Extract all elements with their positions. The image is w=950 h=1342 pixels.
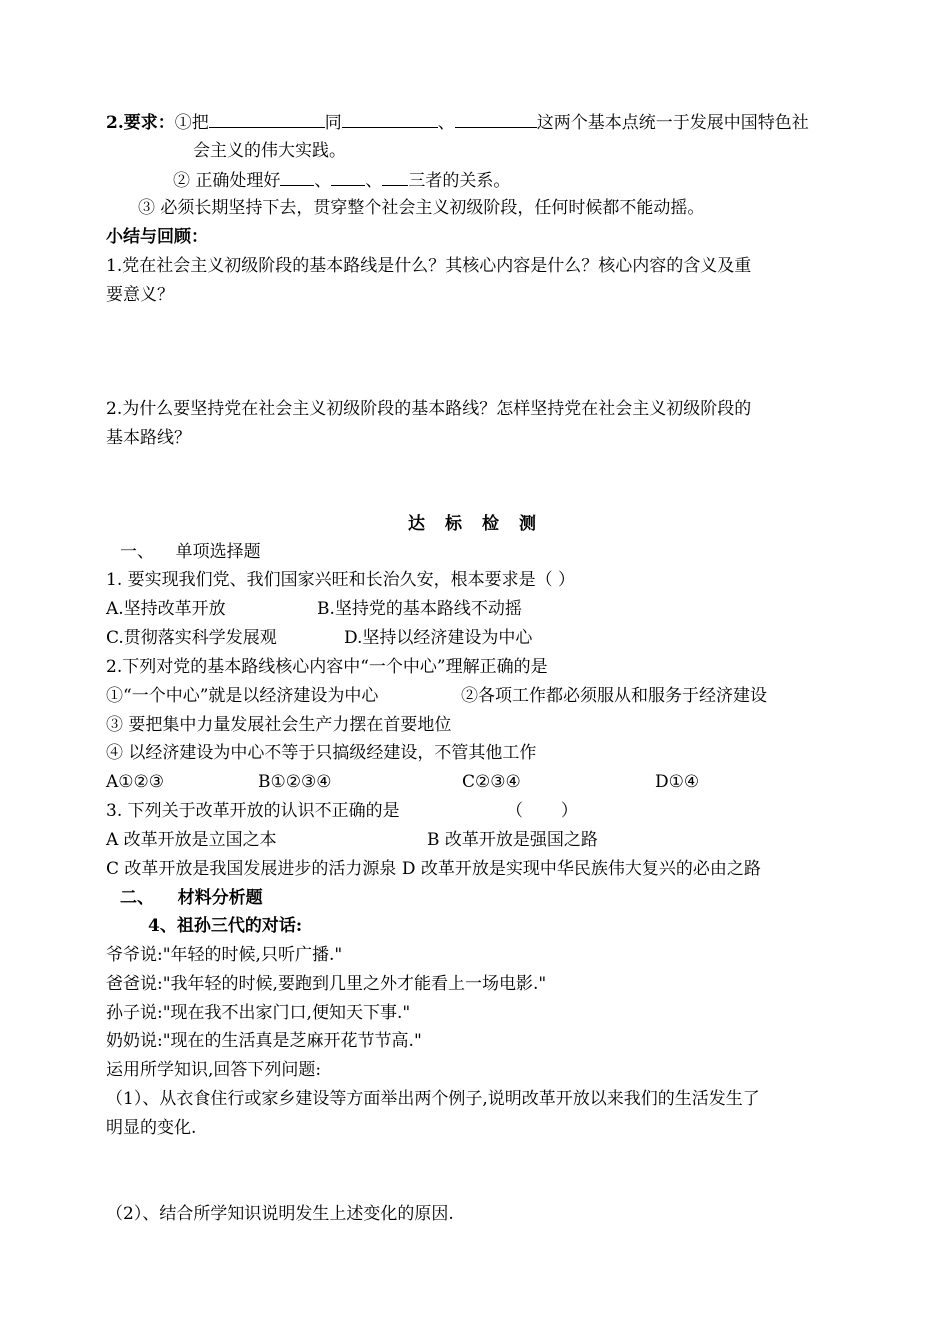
summary-heading: 小结与回顾： (106, 227, 208, 247)
question-4-part-1-cont: 明显的变化. (106, 1118, 197, 1138)
question-3: 3. 下列关于改革开放的认识不正确的是 (106, 801, 400, 821)
requirements-line-4: ③ 必须长期坚持下去，贯穿整个社会主义初级阶段，任何时候都不能动摇。 (138, 198, 705, 218)
fill-blank[interactable] (382, 169, 408, 186)
option-1b[interactable]: B.坚持党的基本路线不动摇 (317, 599, 522, 619)
section-2-heading: 二、 材料分析题 (120, 888, 263, 908)
fill-blank[interactable] (342, 111, 438, 128)
option-1d[interactable]: D.坚持以经济建设为中心 (344, 628, 533, 648)
summary-question-2: 2.为什么要坚持党在社会主义初级阶段的基本路线？怎样坚持党在社会主义初级阶段的 (106, 399, 752, 419)
question-4-part-1: （1）、从衣食住行或家乡建设等方面举出两个例子,说明改革开放以来我们的生活发生了 (106, 1089, 760, 1109)
option-3a[interactable]: A 改革开放是立国之本 (106, 830, 277, 850)
question-4-instruction: 运用所学知识,回答下列问题: (106, 1060, 322, 1080)
requirements-line-3: ② 正确处理好 、 、 三者的关系。 (173, 171, 511, 191)
option-2d[interactable]: D①④ (655, 772, 700, 792)
requirements-line-1: 2.要求：①把 同 、 这两个基本点统一于发展中国特色社 (106, 113, 809, 133)
question-4-title: 4、祖孙三代的对话: (148, 916, 303, 936)
fill-blank[interactable] (455, 111, 537, 128)
dialogue-grandma: 奶奶说:"现在的生活真是芝麻开花节节高." (106, 1031, 422, 1051)
option-3cd[interactable]: C 改革开放是我国发展进步的活力源泉 D 改革开放是实现中华民族伟大复兴的必由之路 (106, 859, 761, 879)
requirements-line-2: 会主义的伟大实践。 (193, 141, 346, 161)
option-2a[interactable]: A①②③ (106, 772, 164, 792)
question-4-part-2: （2）、结合所学知识说明发生上述变化的原因. (106, 1204, 454, 1224)
summary-question-1: 1.党在社会主义初级阶段的基本路线是什么？其核心内容是什么？核心内容的含义及重 (106, 256, 752, 276)
question-2: 2.下列对党的基本路线核心内容中“一个中心”理解正确的是 (106, 657, 548, 677)
statement-2: ②各项工作都必须服从和服务于经济建设 (461, 686, 767, 706)
option-2c[interactable]: C②③④ (462, 772, 521, 792)
answer-paren: （ ） (506, 801, 578, 821)
summary-question-1-cont: 要意义？ (106, 285, 174, 305)
requirements-heading: 2.要求： (106, 113, 175, 133)
option-2b[interactable]: B①②③④ (258, 772, 332, 792)
fill-blank[interactable] (280, 169, 314, 186)
test-title: 达标检测 (408, 514, 556, 534)
statement-3: ③ 要把集中力量发展社会生产力摆在首要地位 (106, 715, 452, 735)
statement-1: ①“一个中心”就是以经济建设为中心 (106, 686, 379, 706)
option-1c[interactable]: C.贯彻落实科学发展观 (106, 628, 277, 648)
fill-blank[interactable] (331, 169, 365, 186)
dialogue-grandson: 孙子说:"现在我不出家门口,便知天下事." (106, 1003, 411, 1023)
question-1: 1. 要实现我们党、我们国家兴旺和长治久安，根本要求是（ ） (106, 570, 576, 590)
statement-4: ④ 以经济建设为中心不等于只搞级经建设，不管其他工作 (106, 743, 537, 763)
option-3b[interactable]: B 改革开放是强国之路 (427, 830, 598, 850)
section-1-heading: 一、 单项选择题 (120, 542, 261, 562)
dialogue-father: 爸爸说:"我年轻的时候,要跑到几里之外才能看上一场电影." (106, 974, 547, 994)
option-1a[interactable]: A.坚持改革开放 (106, 599, 226, 619)
dialogue-grandpa: 爷爷说:"年轻的时候,只听广播." (106, 945, 343, 965)
fill-blank[interactable] (209, 111, 325, 128)
summary-question-2-cont: 基本路线？ (106, 428, 191, 448)
